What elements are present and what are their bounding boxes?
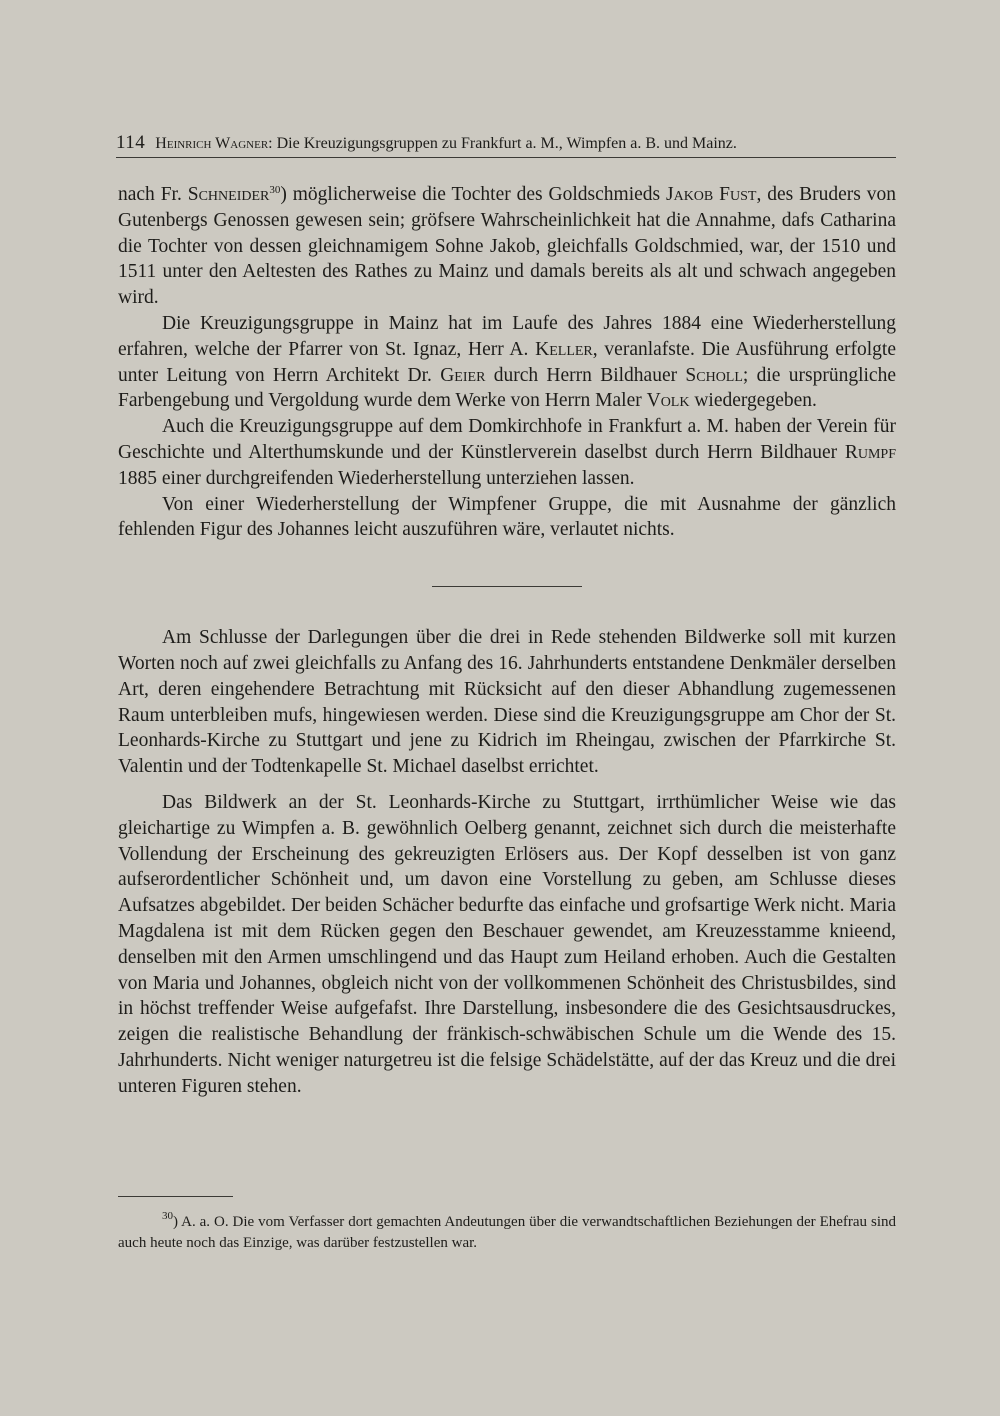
text-run: , des Bruders von Gutenbergs Genossen gewesen sein; gröfsere Wahrscheinlichkeit hat die Annahme, dafs Catharina die Tochter von dessen gleichnamigem Sohne Jakob, gleichfalls Goldschmied, war, der 1510 und 1511 unter den Aeltesten des Rathes zu Mainz und damals bereits als alt und schwach angegeben wird. — [118, 184, 896, 309]
person-name-scholl: Scholl — [685, 364, 743, 386]
paragraph-3 — [118, 414, 896, 491]
paragraph-4: Von einer Wiederherstellung der Wimpfener Gruppe, die mit Ausnahme der gänzlich fehlenden Figur des Johannes leicht auszuführen wäre, verlautet nichts. — [118, 493, 896, 541]
page-number: 114 — [116, 132, 146, 153]
text-run: Die Kreuzigungsgruppe in Mainz hat im Laufe des Jahres 1884 eine Wiederherstellung erfahren, welche der Pfarrer von St. Ignaz, Herr A. — [118, 312, 896, 360]
person-name-fust: Jakob Fust — [666, 184, 757, 205]
paragraph-5: Am Schlusse der Darlegungen über die drei in Rede stehenden Bildwerke soll mit kurzen Worten noch auf zwei gleichfalls zu Anfang des 16. Jahrhunderts entstandene Denkmäler derselben Art, deren eingehendere Betrachtung mit Rücksicht auf den dieser Abhandlung zugemessenen Raum unterbleiben mufs, hingewiesen werden. Diese sind die Kreuzigungsgruppe am Chor der St. Leonhards-Kirche zu Stuttgart und jene zu Kidrich im Rheingau, zwischen der Pfarrkirche St. Valentin und der Todtenkapelle St. Michael daselbst errichtet. — [118, 627, 896, 778]
footnote-text: ) A. a. O. Die vom Verfasser dort gemachten Andeutungen über die verwandtschaftlichen Beziehungen der Ehefrau sind auch heute noch das Einzige, was darüber festzustellen war. — [118, 1214, 896, 1251]
person-name-rumpf: Rumpf — [844, 441, 896, 463]
text-run: durch Herrn Bildhauer — [485, 364, 686, 386]
person-name-keller: Keller — [535, 338, 593, 360]
header-author: Heinrich Wagner — [155, 135, 269, 152]
paragraph-1 — [118, 182, 896, 311]
header-title: : Die Kreuzigungsgruppen zu Frankfurt a. M., Wimpfen a. B. und Mainz. — [268, 135, 737, 152]
text-run: ) möglicherweise die Tochter des Goldschmieds — [280, 184, 666, 205]
text-run: Auch die Kreuzigungsgruppe auf dem Domkirchhofe in Frankfurt a. M. haben der Verein für Geschichte und Alterthumskunde und der Künstlerverein daselbst durch Herrn Bildhauer — [118, 416, 896, 463]
footnote-ref: 30 — [269, 184, 281, 196]
text-run: ; die ursprüngliche Farbengebung und Vergoldung wurde dem Werke von Herrn Maler — [118, 364, 896, 412]
body-text — [118, 182, 896, 1100]
person-name-geier: Geier — [440, 364, 486, 386]
author-name-schneider: Schneider — [187, 184, 270, 205]
footnote-rule — [118, 1196, 233, 1197]
footnote — [118, 1212, 896, 1253]
person-name-volk: Volk — [646, 390, 690, 412]
text-run: nach Fr. — [118, 184, 188, 205]
text-run: 1885 einer durchgreifenden Wiederherstellung unterziehen lassen. — [118, 467, 635, 489]
text-run: , veranlafste. Die Ausführung erfolgte unter Leitung von Herrn Architekt Dr. — [118, 338, 896, 386]
running-header — [116, 133, 896, 158]
text-run: wiedergegeben. — [689, 390, 817, 412]
section-divider — [432, 586, 582, 587]
paragraph-2 — [118, 311, 896, 414]
paragraph-6: Das Bildwerk an der St. Leonhards-Kirche zu Stuttgart, irrthümlicher Weise wie das gleichartige zu Wimpfen a. B. gewöhnlich Oelberg genannt, zeichnet sich durch die meisterhafte Vollendung der Erscheinung des gekreuzigten Erlösers aus. Der Kopf desselben ist von ganz aufserordentlicher Schönheit und, um davon eine Vorstellung zu geben, am Schlusse dieses Aufsatzes abgebildet. Der beiden Schächer bedurfte das einfache und grofsartige Werk nicht. Maria Magdalena ist mit dem Rücken gegen den Beschauer gewendet, am Kreuzesstamme knieend, denselben mit den Armen umschlingend und das Haupt zum Heiland erhoben. Auch die Gestalten von Maria und Johannes, obgleich nicht von der vollkommenen Schönheit des Christusbildes, sind in höchst treffender Weise aufgefafst. Ihre Darstellung, insbesondere die des Gesichtsausdruckes, zeigen die realistische Behandlung der fränkisch-schwäbischen Schule um die Wende des 15. Jahrhunderts. Nicht weniger naturgetreu ist die felsige Schädelstätte, auf der das Kreuz und die drei unteren Figuren stehen. — [118, 791, 896, 1097]
footnote-marker: 30 — [162, 1210, 173, 1222]
